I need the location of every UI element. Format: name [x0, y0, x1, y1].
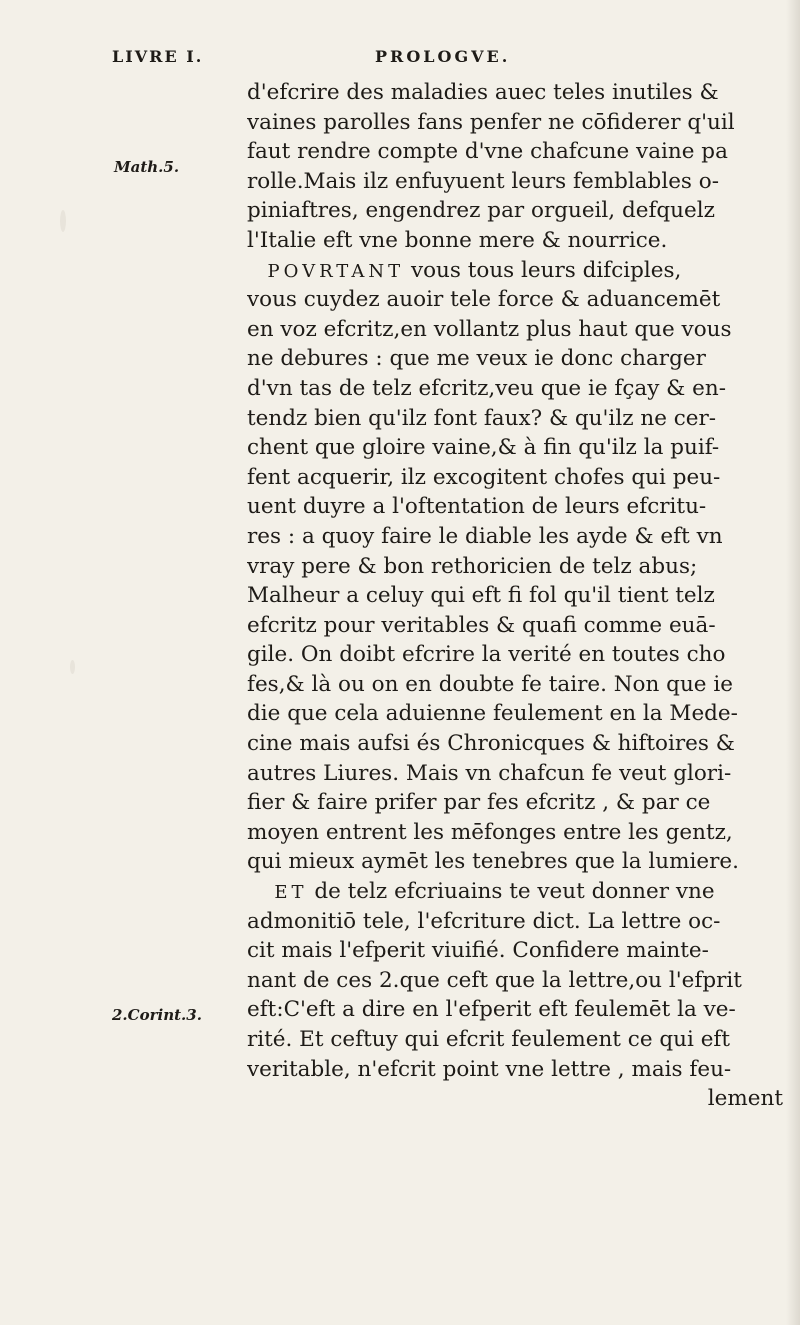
text-line: qui mieux aymēt les tenebres que la lumiere.	[247, 849, 739, 875]
text-line: ne debures : que me veux ie donc charger	[247, 346, 706, 372]
text-line: die que cela aduienne feulement en la Mede-	[247, 701, 738, 727]
text-line: piniaftres, engendrez par orgueil, defquelz	[247, 198, 715, 224]
text-line: fent acquerir, ilz excogitent chofes qui peu-	[247, 464, 721, 490]
marginal-note-matthew: Math.5.	[114, 158, 180, 176]
text-line: en voz efcritz,en vollantz plus haut que vous	[247, 316, 732, 342]
text-line: d'efcrire des maladies auec teles inutiles &	[247, 80, 719, 105]
text-line: veritable, n'efcrit point vne lettre , mais feu-	[247, 1056, 732, 1082]
text-line: rité. Et ceftuy qui efcrit feulement ce qui eft	[247, 1027, 731, 1052]
text-line: rolle.Mais ilz enfuyuent leurs femblables o-	[247, 168, 719, 194]
text-line-paragraph-start	[247, 877, 795, 907]
text-line: gile. On doibt efcrire la verité en toutes cho	[247, 642, 726, 668]
running-head-book: LIVRE I.	[112, 47, 204, 66]
small-caps-lead: POVRTANT	[267, 260, 405, 282]
text-line: efcritz pour veritables & quafi comme euā-	[247, 612, 716, 638]
text-line: vaines parolles fans penfer ne cōfiderer q'uil	[247, 109, 735, 135]
text-line: res : a quoy faire le diable les ayde & eft vn	[247, 523, 723, 549]
text-line: cit mais l'efperit viuifié. Confidere mainte-	[247, 938, 709, 964]
marginal-note-corinthians: 2.Corint.3.	[112, 1006, 202, 1024]
text-line-rest: de telz efcriuains te veut donner vne	[314, 879, 715, 905]
text-line: l'Italie eft vne bonne mere & nourrice.	[247, 227, 668, 253]
text-line: nant de ces 2.que ceft que la lettre,ou l'efprit	[247, 967, 742, 993]
small-caps-lead: ET	[274, 882, 308, 904]
paper-mark	[70, 660, 75, 674]
text-line: chent que gloire vaine,& à fin qu'ilz la puif-	[247, 435, 720, 461]
text-line: tendz bien qu'ilz font faux? & qu'ilz ne cer-	[247, 405, 717, 431]
body-text	[247, 78, 795, 1114]
text-line: faut rendre compte d'vne chafcune vaine pa	[247, 139, 728, 165]
running-head-title: PROLOGVE.	[375, 47, 511, 66]
text-line: autres Liures. Mais vn chafcun fe veut glori-	[247, 760, 732, 786]
text-line-rest: vous tous leurs difciples,	[410, 257, 682, 283]
text-line-paragraph-start	[247, 256, 795, 286]
text-line: uent duyre a l'oftentation de leurs efcritu-	[247, 494, 707, 520]
text-line: cine mais aufsi és Chronicques & hiftoires &	[247, 731, 735, 757]
text-line: vous cuydez auoir tele force & aduancemēt	[247, 287, 721, 313]
text-line: admonitiō tele, l'efcriture dict. La lettre oc-	[247, 908, 721, 934]
text-line: moyen entrent les mēfonges entre les gentz,	[247, 819, 733, 845]
text-line: fier & faire prifer par fes efcritz , & par ce	[247, 790, 711, 816]
text-line: Malheur a celuy qui eft fi fol qu'il tient telz	[247, 583, 715, 609]
text-line: eft:C'eft a dire en l'efperit eft feulemēt la ve-	[247, 997, 736, 1023]
text-line: d'vn tas de telz efcritz,veu que ie fçay & en-	[247, 375, 726, 401]
text-line: fes,& là ou on en doubte fe taire. Non que ie	[247, 671, 733, 697]
text-line: vray pere & bon rethoricien de telz abus;	[247, 553, 698, 579]
catchword: lement	[707, 1086, 783, 1112]
paper-mark	[60, 210, 66, 232]
